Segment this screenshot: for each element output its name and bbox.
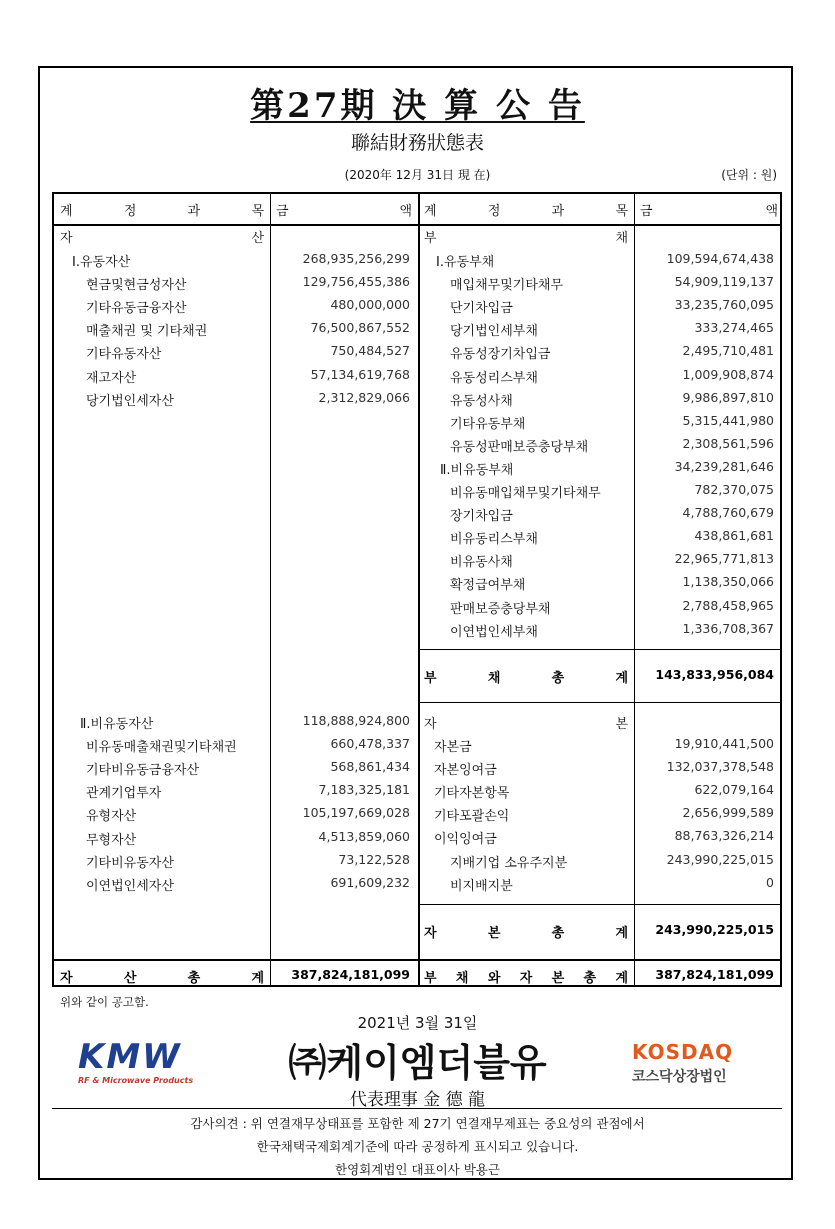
asset-row-amount: 118,888,924,800 <box>302 713 410 728</box>
col-divider <box>270 194 271 985</box>
liabilitie-row-label: 유동성사채 <box>450 393 513 409</box>
liabilitie-row-amount: 1,336,708,367 <box>682 620 774 636</box>
liab-equity-total-label: 부 채 와 자 본 총 계 <box>424 971 628 986</box>
asset-row-amount: 105,197,669,028 <box>302 805 410 821</box>
equity-row-amount: 2,656,999,589 <box>682 805 774 821</box>
liabilitie-row-label: 비유동리스부채 <box>450 532 538 548</box>
liabilitie-row-amount: 33,235,760,095 <box>674 297 774 313</box>
liabilitie-row-label: 유동성리스부채 <box>450 370 538 386</box>
kmw-logo-text: KMW <box>78 1037 182 1077</box>
asset-row-label: Ⅰ.유동자산 <box>72 255 131 270</box>
liabilitie-row-amount: 1,009,908,874 <box>682 366 774 382</box>
statement-date: (2020年 12月 31日 現 在) <box>344 168 491 182</box>
liabilitie-row-label: Ⅰ.유동부채 <box>436 255 495 270</box>
audit-opinion-line2: 한국채택국제회계기준에 따라 공정하게 표시되고 있습니다. <box>256 1139 579 1154</box>
asset-row-amount: 568,861,434 <box>330 759 410 775</box>
equity-row-label: 지배기업 소유주지분 <box>450 855 568 871</box>
asset-row-label: 기타비유동자산 <box>86 855 174 871</box>
header-amount-left: 금 액 <box>276 204 412 219</box>
asset-row-amount: 2,312,829,066 <box>318 389 410 405</box>
liabilitie-row-label: 유동성판매보증충당부채 <box>450 439 589 455</box>
liabilitie-row-label: 판매보증충당부채 <box>450 601 551 617</box>
assets-total-amount: 387,824,181,099 <box>291 967 410 982</box>
asset-row-label: 유형자산 <box>86 809 137 825</box>
liabilitie-row-amount: 9,986,897,810 <box>682 389 774 405</box>
asset-row-label: 이연법인세자산 <box>86 878 174 894</box>
liabilitie-row-amount: 2,308,561,596 <box>682 435 774 451</box>
liabilitie-row-label: 당기법인세부채 <box>450 324 538 340</box>
liabilitie-row-label: 장기차입금 <box>450 509 513 525</box>
liabilitie-row-label: 기타유동부채 <box>450 416 526 432</box>
equity-row-label: 이익잉여금 <box>434 832 497 848</box>
liabilitie-row-amount: 109,594,674,438 <box>666 251 774 266</box>
liabilitie-row-amount: 34,239,281,646 <box>674 458 774 474</box>
equity-row-label: 비지배지분 <box>450 878 513 894</box>
header-account-left: 계 정 과 목 <box>60 204 264 219</box>
asset-row-amount: 76,500,867,552 <box>310 320 410 336</box>
liabilitie-row-amount: 1,138,350,066 <box>682 574 774 590</box>
kosdaq-logo-text: KOSDAQ <box>632 1040 734 1064</box>
statement-title: 聯結財務狀態表 <box>350 132 484 154</box>
equity-row-label: 기타포괄손익 <box>434 809 510 825</box>
liabilitie-row-label: 비유동매입채무및기타채무 <box>450 486 601 501</box>
liabilitie-row-label: 유동성장기차입금 <box>450 347 551 363</box>
asset-row-label: 현금및현금성자산 <box>86 278 187 294</box>
equity-row-label: 자본잉여금 <box>434 763 497 779</box>
asset-row-label: 기타유동금융자산 <box>86 301 187 317</box>
liabilitie-row-label: 단기차입금 <box>450 301 513 317</box>
liab-equity-total-amount: 387,824,181,099 <box>655 967 774 982</box>
liabilitie-row-label: 이연법인세부채 <box>450 624 538 640</box>
asset-row-amount: 73,122,528 <box>338 851 410 867</box>
equity-row-amount: 622,079,164 <box>694 782 774 798</box>
asset-row-amount: 129,756,455,386 <box>302 274 410 290</box>
equity-total-amount: 243,990,225,015 <box>655 922 774 937</box>
total-divider <box>54 959 780 961</box>
kosdaq-logo <box>632 1040 762 1086</box>
asset-row-amount: 691,609,232 <box>330 874 410 890</box>
assets-heading: 자 산 <box>60 231 264 246</box>
equity-row-amount: 243,990,225,015 <box>666 851 774 867</box>
liabilitie-row-amount: 438,861,681 <box>694 528 774 544</box>
footer-divider <box>52 1108 782 1109</box>
asset-row-label: 당기법인세자산 <box>86 393 174 409</box>
asset-row-amount: 480,000,000 <box>330 297 410 313</box>
liabilitie-row-amount: 2,495,710,481 <box>682 343 774 359</box>
kosdaq-subtitle: 코스닥상장법인 <box>632 1069 727 1085</box>
equity-row-amount: 88,763,326,214 <box>674 828 774 844</box>
col-divider-center <box>418 194 420 985</box>
asset-row-amount: 268,935,256,299 <box>302 251 410 266</box>
equity-row-amount: 132,037,378,548 <box>666 759 774 775</box>
announcement-note: 위와 같이 공고함. <box>60 995 149 1009</box>
audit-opinion-line1: 감사의견 : 위 연결재무상태표를 포함한 제 27기 연결재무제표는 중요성의 관점에서 <box>190 1116 645 1131</box>
equity-row-amount: 0 <box>766 874 774 890</box>
liabilitie-row-label: 매입채무및기타채무 <box>450 278 564 294</box>
equity-heading: 자 본 <box>424 717 628 732</box>
header-account-right: 계 정 과 목 <box>424 204 628 219</box>
page-title: 第27期 決 算 公 告 <box>250 86 585 126</box>
liabilitie-row-label: Ⅱ.비유동부채 <box>440 462 514 478</box>
liabilitie-row-amount: 54,909,119,137 <box>674 274 774 290</box>
liabilitie-row-amount: 333,274,465 <box>694 320 774 336</box>
asset-row-label: 무형자산 <box>86 832 137 848</box>
liab-total-amount: 143,833,956,084 <box>655 667 774 682</box>
asset-row-label: Ⅱ.비유동자산 <box>80 717 154 732</box>
liabilitie-row-amount: 2,788,458,965 <box>682 597 774 613</box>
asset-row-amount: 4,513,859,060 <box>318 828 410 844</box>
liabilitie-row-label: 확정급여부채 <box>450 578 526 594</box>
liabilitie-row-amount: 22,965,771,813 <box>674 551 774 567</box>
asset-row-label: 관계기업투자 <box>86 786 162 802</box>
balance-sheet-table <box>52 192 782 987</box>
asset-row-label: 비유동매출채권및기타채권 <box>86 740 237 756</box>
company-name: ㈜케이엠더블유 <box>288 1041 547 1085</box>
equity-total-label: 자 본 총 계 <box>424 926 628 941</box>
liab-total-top <box>418 649 780 650</box>
asset-row-amount: 660,478,337 <box>330 736 410 752</box>
asset-row-amount: 57,134,619,768 <box>310 366 410 382</box>
equity-row-label: 자본금 <box>434 740 472 755</box>
asset-row-label: 매출채권 및 기타채권 <box>86 324 208 340</box>
kmw-tagline: RF & Microwave Products <box>78 1076 194 1085</box>
liab-total-label: 부 채 총 계 <box>424 671 628 686</box>
auditor-signature: 한영회계법인 대표이사 박용근 <box>335 1162 500 1177</box>
asset-row-amount: 750,484,527 <box>330 343 410 359</box>
liabilitie-row-amount: 5,315,441,980 <box>682 412 774 428</box>
liabilities-heading: 부 채 <box>424 231 628 246</box>
asset-row-label: 기타비유동금융자산 <box>86 763 200 779</box>
asset-row-label: 재고자산 <box>86 370 137 386</box>
liabilitie-row-label: 비유동사채 <box>450 555 513 571</box>
header-amount-right: 금 액 <box>640 204 778 219</box>
equity-row-amount: 19,910,441,500 <box>674 736 774 751</box>
asset-row-amount: 7,183,325,181 <box>318 782 410 798</box>
asset-row-label: 기타유동자산 <box>86 347 162 363</box>
ceo-name: 代表理事 金 德 龍 <box>349 1090 486 1110</box>
liabilitie-row-amount: 782,370,075 <box>694 482 774 497</box>
header-divider <box>54 224 780 226</box>
sign-date: 2021년 3월 31일 <box>357 1014 478 1032</box>
unit-label: (단위 : 원) <box>721 168 777 182</box>
equity-total-top <box>418 904 780 905</box>
liabilitie-row-amount: 4,788,760,679 <box>682 505 774 521</box>
col-divider <box>634 194 635 985</box>
assets-total-label: 자 산 총 계 <box>60 971 264 986</box>
liab-total-bottom <box>418 702 780 703</box>
equity-row-label: 기타자본항목 <box>434 786 510 802</box>
